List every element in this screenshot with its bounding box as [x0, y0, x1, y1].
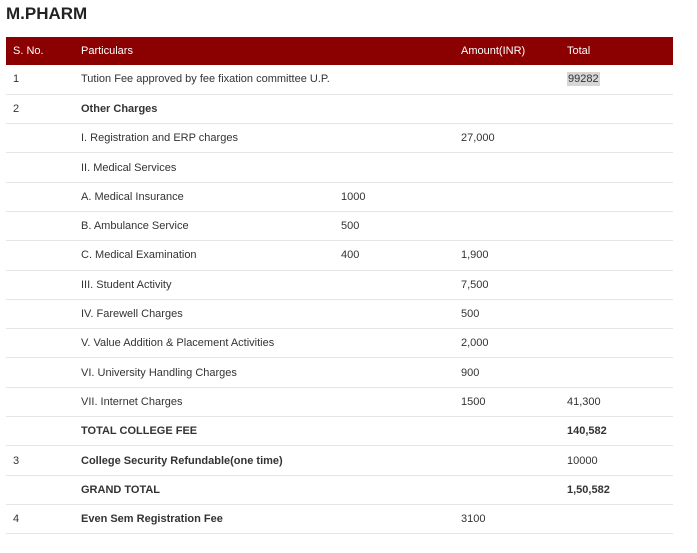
cell-total: [560, 153, 673, 182]
cell-particulars: C. Medical Examination: [81, 249, 197, 262]
header-row: [6, 37, 673, 65]
fee-table-body: [6, 65, 673, 534]
cell-sub-amount: [334, 387, 454, 416]
cell-sub-amount: [334, 417, 454, 446]
cell-amount: 2,000: [461, 337, 489, 350]
header-total: Total: [567, 45, 591, 57]
cell-particulars: V. Value Addition & Placement Activities: [81, 337, 275, 350]
cell-sno: [6, 153, 74, 182]
fee-table: [6, 37, 673, 534]
cell-sub-amount: [334, 124, 454, 153]
cell-sno: [6, 299, 74, 328]
cell-amount: 7,500: [461, 278, 489, 291]
table-row: [6, 211, 673, 240]
cell-total: [560, 94, 673, 123]
table-row: [6, 270, 673, 299]
cell-amount: [454, 211, 560, 240]
cell-sub-amount: [334, 65, 454, 94]
selected-text-highlight: 99282: [568, 73, 599, 86]
table-row: [6, 124, 673, 153]
cell-total: [560, 358, 673, 387]
cell-sno: [6, 475, 74, 504]
cell-sno: [6, 270, 74, 299]
cell-amount: 3100: [461, 513, 486, 526]
cell-particulars: Even Sem Registration Fee: [81, 513, 223, 526]
cell-particulars: GRAND TOTAL: [81, 483, 161, 496]
cell-amount: 900: [461, 366, 480, 379]
header-amount: Amount(INR): [461, 45, 526, 57]
cell-sub-amount: [334, 299, 454, 328]
cell-sub-amount: 400: [341, 249, 360, 262]
table-row: [6, 446, 673, 475]
cell-sub-amount: [334, 153, 454, 182]
cell-sno: [6, 182, 74, 211]
cell-particulars: B. Ambulance Service: [81, 220, 189, 233]
table-row: [6, 329, 673, 358]
cell-total: 1,50,582: [567, 483, 610, 496]
cell-particulars: II. Medical Services: [81, 161, 177, 174]
cell-sub-amount: [334, 358, 454, 387]
cell-amount: [454, 417, 560, 446]
cell-total: [560, 504, 673, 533]
cell-sub-amount: [334, 446, 454, 475]
header-particulars: Particulars: [81, 45, 133, 57]
table-row: [6, 65, 673, 94]
cell-amount: 1,900: [461, 249, 489, 262]
cell-sno: 2: [13, 102, 20, 115]
table-row: [6, 153, 673, 182]
table-row: [6, 504, 673, 533]
cell-amount: [454, 446, 560, 475]
cell-particulars: Tution Fee approved by fee fixation committee U.P.: [81, 73, 330, 86]
cell-particulars: TOTAL COLLEGE FEE: [81, 425, 198, 438]
cell-amount: 500: [461, 308, 480, 321]
cell-total: [560, 329, 673, 358]
fee-table-header: [6, 37, 673, 65]
cell-sub-amount: [334, 329, 454, 358]
cell-total: [560, 299, 673, 328]
table-row: [6, 417, 673, 446]
cell-amount: [454, 94, 560, 123]
header-sub-amount: [334, 37, 454, 65]
cell-particulars: Other Charges: [81, 102, 158, 115]
table-row: [6, 387, 673, 416]
cell-sub-amount: 1000: [341, 190, 366, 203]
cell-sub-amount: [334, 504, 454, 533]
cell-amount: [454, 65, 560, 94]
table-row: [6, 241, 673, 270]
cell-sno: 1: [13, 73, 20, 86]
cell-particulars: VI. University Handling Charges: [81, 366, 237, 379]
cell-total: [560, 124, 673, 153]
cell-particulars: VII. Internet Charges: [81, 395, 183, 408]
page-title: M.PHARM: [6, 4, 88, 23]
cell-particulars: I. Registration and ERP charges: [81, 132, 238, 145]
cell-particulars: IV. Farewell Charges: [81, 308, 183, 321]
cell-amount: [454, 153, 560, 182]
cell-total: [560, 182, 673, 211]
table-row: [6, 358, 673, 387]
cell-amount: [454, 475, 560, 504]
cell-total: [560, 270, 673, 299]
cell-particulars: A. Medical Insurance: [81, 190, 184, 203]
table-row: [6, 475, 673, 504]
cell-total: 140,582: [567, 425, 607, 438]
cell-sub-amount: [334, 94, 454, 123]
table-row: [6, 94, 673, 123]
header-sno: S. No.: [13, 45, 44, 57]
cell-sno: 3: [13, 454, 20, 467]
cell-sno: [6, 241, 74, 270]
cell-particulars: III. Student Activity: [81, 278, 172, 291]
cell-sno: [6, 211, 74, 240]
cell-sub-amount: [334, 475, 454, 504]
cell-total: [560, 65, 673, 94]
table-row: [6, 299, 673, 328]
cell-sno: [6, 329, 74, 358]
cell-amount: [454, 182, 560, 211]
cell-particulars: College Security Refundable(one time): [81, 454, 283, 467]
cell-sno: [6, 124, 74, 153]
cell-sno: 4: [13, 513, 20, 526]
cell-total: [560, 241, 673, 270]
cell-sno: [6, 417, 74, 446]
cell-amount: 1500: [461, 395, 486, 408]
cell-sub-amount: 500: [341, 220, 360, 233]
table-row: [6, 182, 673, 211]
cell-sno: [6, 387, 74, 416]
cell-total: [560, 211, 673, 240]
cell-total: 41,300: [567, 395, 601, 408]
cell-total: 10000: [567, 454, 598, 467]
cell-sno: [6, 358, 74, 387]
cell-sub-amount: [334, 270, 454, 299]
cell-amount: 27,000: [461, 132, 495, 145]
